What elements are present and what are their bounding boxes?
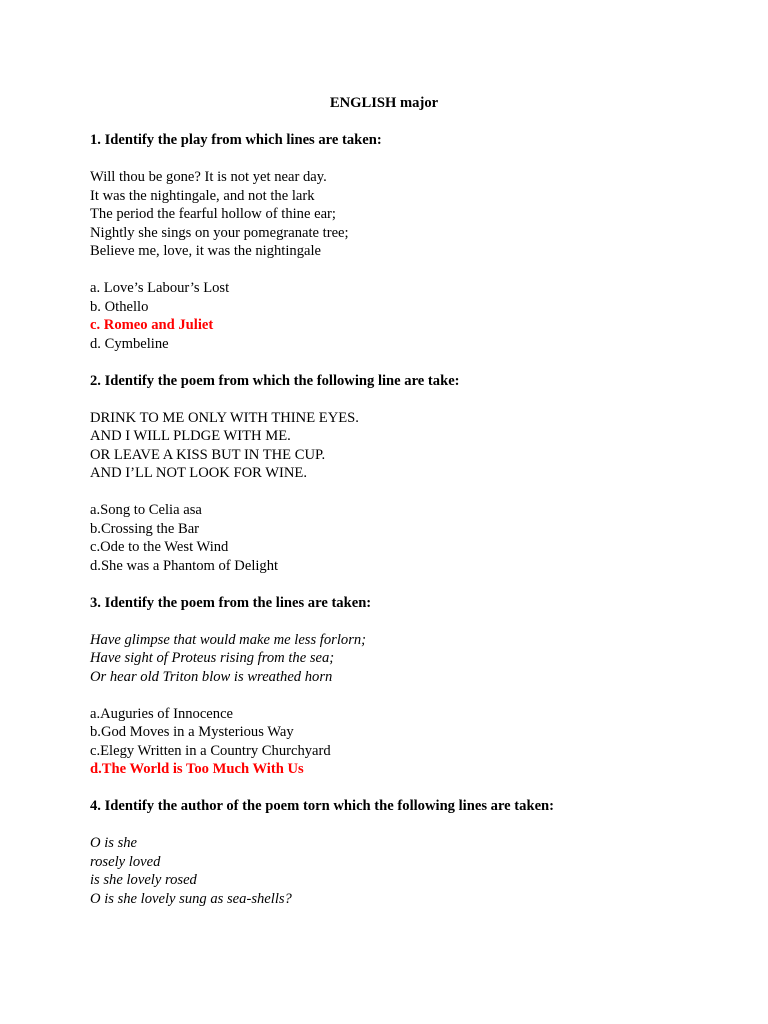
option-a: a. Love’s Labour’s Lost [90, 280, 230, 296]
spacer [90, 483, 730, 502]
quote-line: AND I WILL PLDGE WITH ME. [90, 428, 291, 444]
document-title: ENGLISH major [329, 95, 439, 111]
quote-line: The period the fearful hollow of thine ear; [90, 206, 336, 222]
spacer [90, 575, 730, 594]
quote-line: Nightly she sings on your pomegranate tree; [90, 224, 349, 241]
option-c-highlighted-answer: c. Romeo and Juliet [90, 317, 214, 333]
question-1-prompt: 1. Identify the play from which lines are taken: [90, 132, 382, 148]
option-a: a.Auguries of Innocence [90, 705, 234, 722]
spacer [90, 150, 730, 169]
question-3-prompt: 3. Identify the poem from the lines are taken: [90, 594, 372, 611]
question-2-prompt: 2. Identify the poem from which the following line are take: [90, 372, 460, 389]
quote-line: OR LEAVE A KISS BUT IN THE CUP. [90, 446, 326, 463]
option-c: c.Elegy Written in a Country Churchyard [90, 742, 331, 759]
question-4-quote [90, 834, 730, 908]
option-d-highlighted-answer: d.The World is Too Much With Us [90, 761, 304, 777]
question-2-quote [90, 409, 730, 483]
option-b: b.God Moves in a Mysterious Way [90, 724, 294, 740]
option-b: b. Othello [90, 298, 149, 315]
quote-line: is she lovely rosed [90, 872, 197, 888]
quote-line: AND I’LL NOT LOOK FOR WINE. [90, 465, 307, 481]
spacer [90, 686, 730, 705]
quote-line: Have sight of Proteus rising from the sea; [90, 650, 335, 666]
option-a: a.Song to Celia asa [90, 502, 202, 518]
quote-line: rosely loved [90, 853, 161, 870]
question-1-quote [90, 168, 730, 261]
quote-line: Believe me, love, it was the nightingale [90, 243, 322, 259]
question-4-prompt: 4. Identify the author of the poem torn which the following lines are taken: [90, 798, 555, 814]
question-1-options [90, 279, 730, 353]
quote-line: O is she [90, 835, 138, 851]
question-3-options [90, 705, 730, 779]
quote-line: Or hear old Triton blow is wreathed horn [90, 668, 333, 685]
option-d: d.She was a Phantom of Delight [90, 557, 279, 574]
quote-line: DRINK TO ME ONLY WITH THINE EYES. [90, 409, 359, 426]
option-d: d. Cymbeline [90, 335, 169, 352]
quote-line: Have glimpse that would make me less forlorn; [90, 631, 367, 648]
question-2-options [90, 501, 730, 575]
option-b: b.Crossing the Bar [90, 520, 200, 537]
spacer [90, 779, 730, 798]
spacer [90, 390, 730, 409]
document-body [90, 131, 730, 908]
question-3-quote [90, 631, 730, 687]
spacer [90, 816, 730, 835]
spacer [90, 353, 730, 372]
quote-line: It was the nightingale, and not the lark [90, 187, 315, 204]
quote-line: Will thou be gone? It is not yet near day. [90, 169, 327, 185]
spacer [90, 261, 730, 280]
quote-line: O is she lovely sung as sea-shells? [90, 890, 292, 907]
spacer [90, 612, 730, 631]
option-c: c.Ode to the West Wind [90, 539, 229, 555]
